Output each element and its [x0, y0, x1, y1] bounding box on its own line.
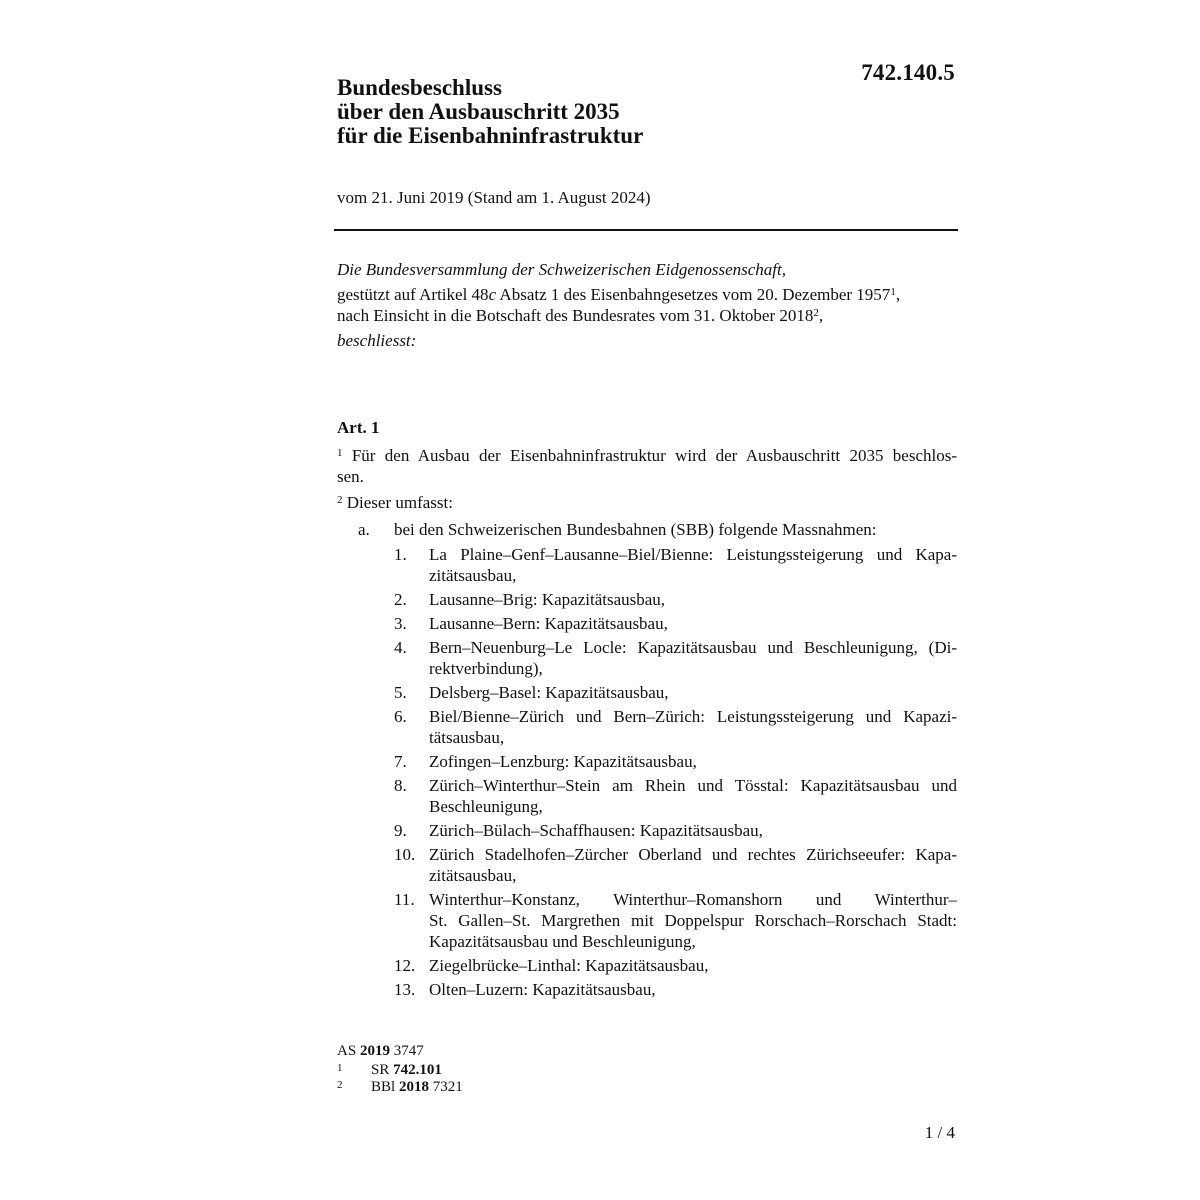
header-divider	[334, 229, 958, 231]
measure-item	[337, 844, 957, 886]
measure-text-line: Lausanne–Bern: Kapazitätsausbau,	[429, 614, 668, 633]
preamble-basis	[337, 284, 957, 305]
measure-text-line: Delsberg–Basel: Kapazitätsausbau,	[429, 683, 669, 702]
measure-text-line: zitätsausbau,	[429, 566, 517, 585]
measure-text-line: Bern–Neuenburg–Le Locle: Kapazitätsausbau und Beschleunigung, (Di-	[429, 638, 957, 657]
official-compilation-ref	[337, 1043, 463, 1060]
footnote-1-prefix: SR	[371, 1062, 390, 1078]
measure-item	[337, 544, 957, 586]
footnote-ref-1[interactable]: 1	[890, 286, 896, 298]
measure-text-line: rektverbindung),	[429, 659, 543, 678]
article-1	[337, 417, 957, 1003]
measure-number: 1.	[394, 545, 407, 564]
basis-text-rest: Absatz 1 des Eisenbahngesetzes vom 20. Dezember 1957	[496, 285, 891, 304]
measure-text-line: Winterthur–Konstanz, Winterthur–Romanshorn und Winterthur–	[429, 890, 957, 909]
view-end: ,	[818, 306, 824, 325]
date-line: vom 21. Juni 2019 (Stand am 1. August 2024)	[337, 188, 651, 207]
measure-number: 9.	[394, 821, 407, 840]
title-line-3: für die Eisenbahninfrastruktur	[337, 123, 644, 148]
measure-text-line: Lausanne–Brig: Kapazitätsausbau,	[429, 590, 666, 609]
measures-list	[337, 544, 957, 1000]
as-page: 3747	[393, 1043, 424, 1059]
measure-text-line: Zürich–Winterthur–Stein am Rhein und Tösstal: Kapazitätsausbau und	[429, 776, 957, 795]
basis-text: gestützt auf Artikel 48	[337, 285, 489, 304]
paragraph-1-line-1: Für den Ausbau der Eisenbahninfrastruktur wird der Ausbauschritt 2035 beschlos-	[351, 446, 957, 465]
as-year: 2019	[359, 1043, 390, 1059]
measure-text-line: Zofingen–Lenzburg: Kapazitätsausbau,	[429, 752, 697, 771]
article-title: Art. 1	[337, 418, 380, 437]
measure-text-line: tätsausbau,	[429, 728, 505, 747]
list-letter-a: a.	[358, 520, 370, 539]
view-text: nach Einsicht in die Botschaft des Bundesrates vom 31. Oktober 2018	[337, 306, 814, 325]
measure-text-line: Biel/Bienne–Zürich und Bern–Zürich: Leistungssteigerung und Kapazi-	[429, 707, 957, 726]
measure-number: 6.	[394, 707, 407, 726]
measure-number: 8.	[394, 776, 407, 795]
title-line-1: Bundesbeschluss	[337, 75, 502, 100]
measure-number: 3.	[394, 614, 407, 633]
paragraph-1-number: 1	[337, 447, 343, 459]
preamble-view	[337, 305, 957, 326]
footnote-2-prefix: BBl	[371, 1079, 396, 1095]
measure-item	[337, 955, 957, 976]
measure-number: 12.	[394, 956, 416, 975]
measure-text-line: zitätsausbau,	[429, 866, 517, 885]
paragraph-1-line-2: sen.	[337, 467, 364, 486]
preamble-decides: beschliesst:	[337, 331, 417, 350]
measure-item	[337, 682, 957, 703]
measure-number: 7.	[394, 752, 407, 771]
basis-end: ,	[895, 285, 901, 304]
measure-number: 11.	[394, 890, 415, 909]
sr-number: 742.140.5	[861, 60, 955, 85]
paragraph-1	[337, 445, 957, 487]
measure-item	[337, 751, 957, 772]
title-line-2: über den Ausbauschritt 2035	[337, 99, 620, 124]
measure-item	[337, 637, 957, 679]
measure-item	[337, 706, 957, 748]
footnote-1-link[interactable]: 742.101	[393, 1062, 442, 1078]
measure-text-line: Kapazitätsausbau und Beschleunigung,	[429, 932, 696, 951]
page-indicator: 1 / 4	[924, 1123, 955, 1142]
footnote-2-year[interactable]: 2018	[398, 1079, 429, 1095]
measure-text-line: St. Gallen–St. Margrethen mit Doppelspur Rorschach–Rorschach Stadt:	[429, 911, 957, 930]
as-prefix: AS	[337, 1043, 357, 1059]
measure-text-line: Zürich–Bülach–Schaffhausen: Kapazitätsausbau,	[429, 821, 763, 840]
measure-item	[337, 820, 957, 841]
footnote-2-number: 2	[337, 1079, 343, 1091]
measure-number: 2.	[394, 590, 407, 609]
measure-item	[337, 979, 957, 1000]
footnote-2-page: 7321	[432, 1079, 463, 1095]
measure-text-line: Ziegelbrücke–Linthal: Kapazitätsausbau,	[429, 956, 709, 975]
document-title	[337, 76, 643, 148]
paragraph-2-number: 2	[337, 494, 343, 506]
paragraph-2	[337, 492, 957, 513]
preamble-authority: Die Bundesversammlung der Schweizerischen Eidgenossenschaft,	[337, 260, 786, 279]
measure-text-line: Beschleunigung,	[429, 797, 543, 816]
basis-italic-letter: c	[488, 285, 497, 304]
measure-text-line: La Plaine–Genf–Lausanne–Biel/Bienne: Leistungssteigerung und Kapa-	[429, 545, 957, 564]
footnotes	[337, 1043, 463, 1096]
measure-number: 13.	[394, 980, 416, 999]
measure-item	[337, 889, 957, 952]
measure-number: 4.	[394, 638, 407, 657]
footnote-1-number: 1	[337, 1062, 343, 1074]
measure-item	[337, 613, 957, 634]
measure-text-line: Zürich Stadelhofen–Zürcher Oberland und rechtes Zürichseeufer: Kapa-	[429, 845, 957, 864]
paragraph-2-text: Dieser umfasst:	[346, 493, 453, 512]
measure-number: 5.	[394, 683, 407, 702]
list-item-a	[337, 519, 957, 540]
preamble	[337, 259, 957, 351]
list-item-a-text: bei den Schweizerischen Bundesbahnen (SBB) folgende Massnahmen:	[394, 520, 877, 539]
measure-number: 10.	[394, 845, 416, 864]
measure-item	[337, 775, 957, 817]
measure-item	[337, 589, 957, 610]
footnote-1	[337, 1062, 463, 1079]
footnote-ref-2[interactable]: 2	[813, 307, 819, 319]
measure-text-line: Olten–Luzern: Kapazitätsausbau,	[429, 980, 656, 999]
footnote-2	[337, 1079, 463, 1096]
